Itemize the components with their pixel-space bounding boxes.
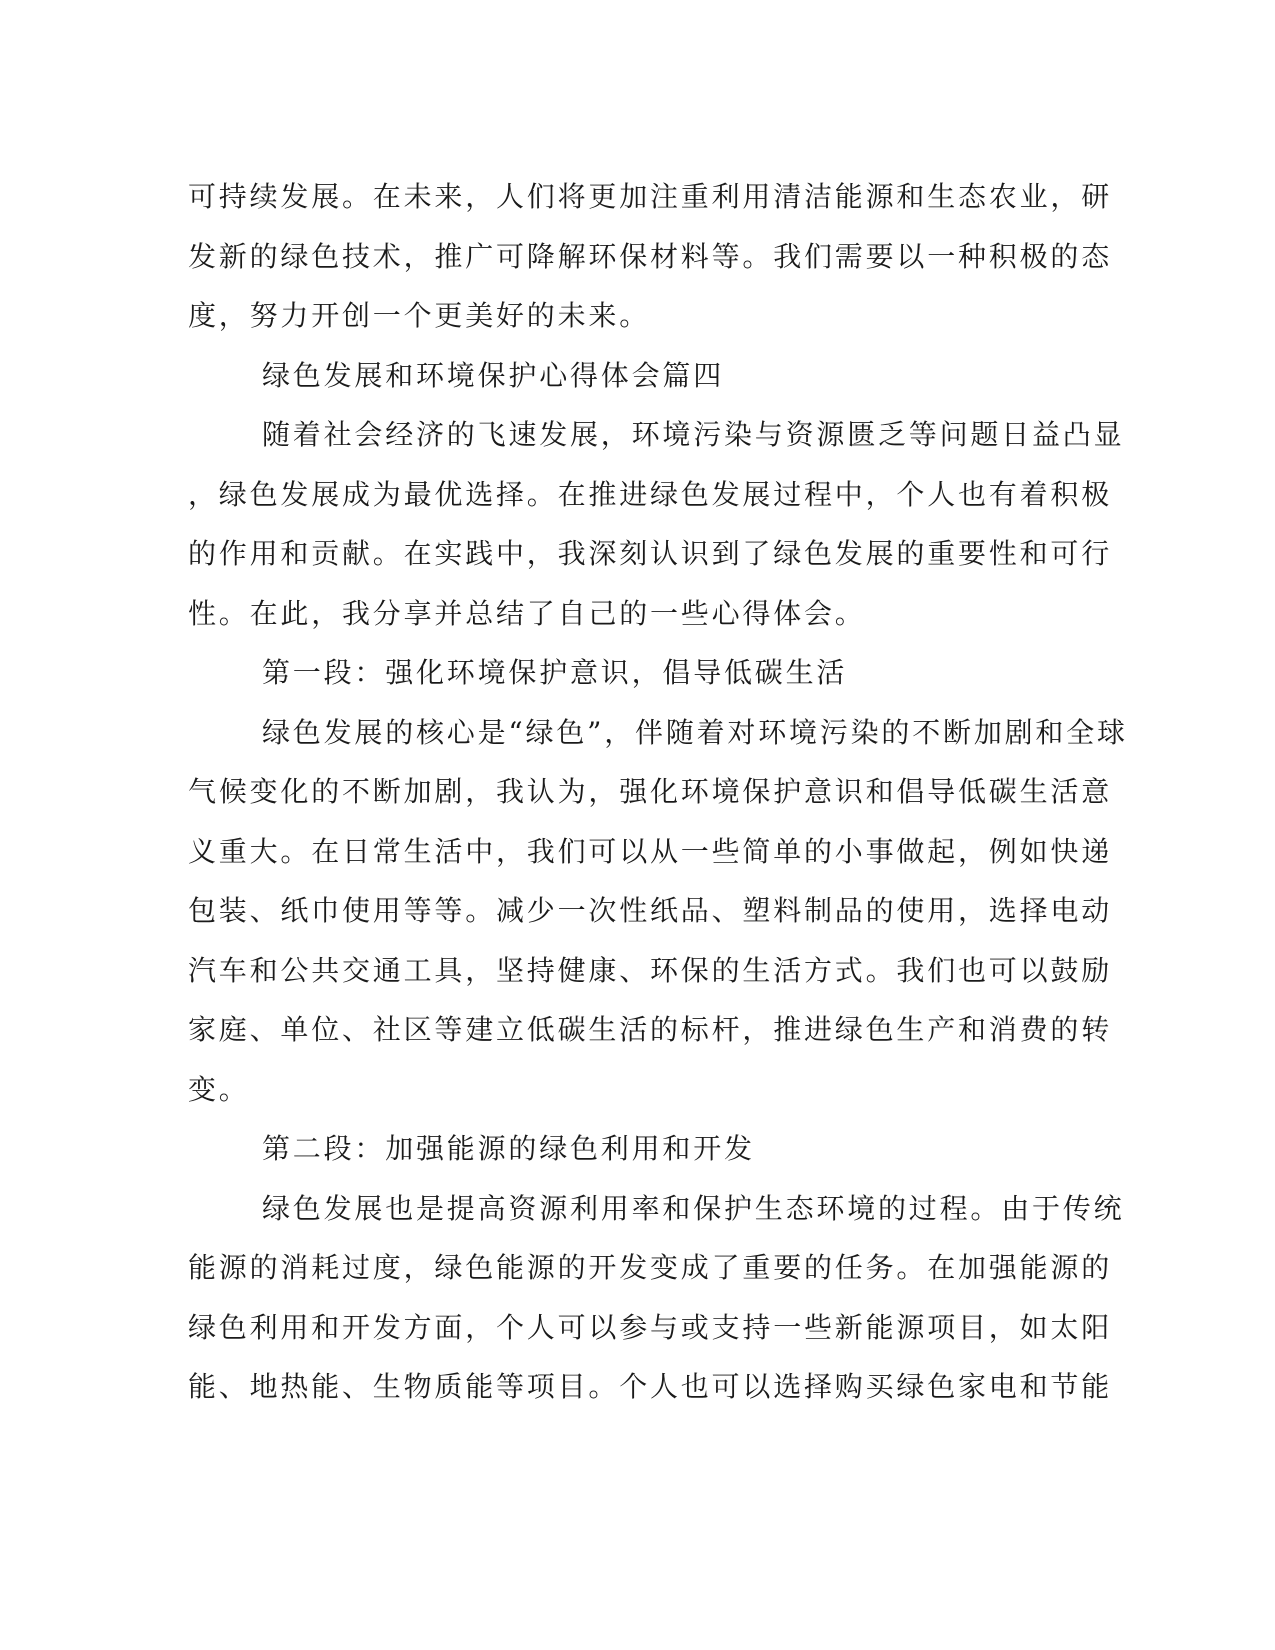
text-line: 气候变化的不断加剧，我认为，强化环境保护意识和倡导低碳生活意 bbox=[188, 775, 1113, 808]
paragraph-heading: 第二段：加强能源的绿色利用和开发 bbox=[262, 1132, 755, 1165]
text-line: 包装、纸巾使用等等。减少一次性纸品、塑料制品的使用，选择电动 bbox=[188, 894, 1113, 927]
text-line: 家庭、单位、社区等建立低碳生活的标杆，推进绿色生产和消费的转 bbox=[188, 1013, 1113, 1046]
text-line: 绿色利用和开发方面，个人可以参与或支持一些新能源项目，如太阳 bbox=[188, 1310, 1113, 1344]
text-line: 绿色发展也是提高资源利用率和保护生态环境的过程。由于传统 bbox=[262, 1191, 1125, 1225]
text-line: 能源的消耗过度，绿色能源的开发变成了重要的任务。在加强能源的 bbox=[188, 1251, 1113, 1284]
text-line: 能、地热能、生物质能等项目。个人也可以选择购买绿色家电和节能 bbox=[188, 1370, 1113, 1403]
document-body bbox=[188, 167, 1128, 1417]
text-line: 随着社会经济的飞速发展，环境污染与资源匮乏等问题日益凸显 bbox=[262, 418, 1125, 451]
text-line: ，绿色发展成为最优选择。在推进绿色发展过程中，个人也有着积极 bbox=[188, 477, 1113, 511]
text-line: 性。在此，我分享并总结了自己的一些心得体会。 bbox=[188, 596, 866, 630]
text-line: 发新的绿色技术，推广可降解环保材料等。我们需要以一种积极的态 bbox=[188, 239, 1113, 273]
text-line: 的作用和贡献。在实践中，我深刻认识到了绿色发展的重要性和可行 bbox=[188, 537, 1113, 570]
paragraph-heading: 第一段：强化环境保护意识，倡导低碳生活 bbox=[262, 656, 848, 689]
text-line: 可持续发展。在未来，人们将更加注重利用清洁能源和生态农业，研 bbox=[188, 180, 1113, 213]
text-line: 变。 bbox=[188, 1072, 250, 1106]
text-line: 度，努力开创一个更美好的未来。 bbox=[188, 299, 651, 332]
text-line: 汽车和公共交通工具，坚持健康、环保的生活方式。我们也可以鼓励 bbox=[188, 953, 1113, 987]
text-line: 绿色发展的核心是“绿色”，伴随着对环境污染的不断加剧和全球 bbox=[262, 715, 1128, 749]
section-heading: 绿色发展和环境保护心得体会篇四 bbox=[262, 358, 725, 392]
text-line: 义重大。在日常生活中，我们可以从一些简单的小事做起，例如快递 bbox=[188, 834, 1113, 868]
